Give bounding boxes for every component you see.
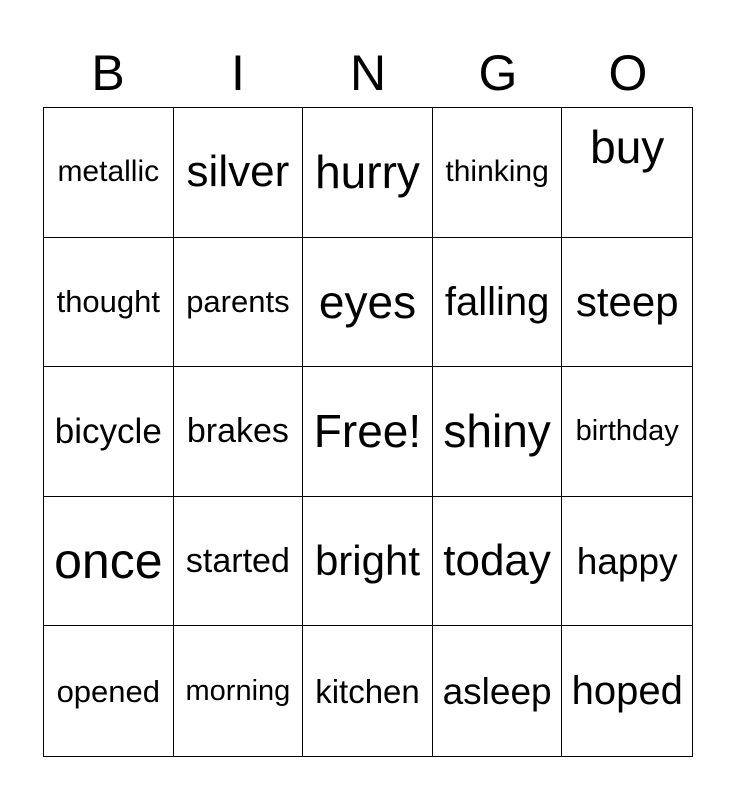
bingo-cell: asleep <box>433 626 563 756</box>
bingo-cell: parents <box>174 238 304 368</box>
bingo-cell: eyes <box>303 238 433 368</box>
header-letter-b: B <box>91 45 125 101</box>
bingo-cell: silver <box>174 108 304 238</box>
bingo-cell: hoped <box>571 669 683 714</box>
bingo-cell: metallic <box>44 108 174 238</box>
bingo-cell: birthday <box>562 367 692 497</box>
bingo-cell: falling <box>433 238 563 368</box>
bingo-cell: happy <box>562 497 692 627</box>
bingo-cell: shiny <box>433 367 563 497</box>
header-letter-o: O <box>608 45 648 101</box>
header-letter-g: G <box>478 45 518 101</box>
header-letter-n: N <box>349 45 387 101</box>
bingo-cell: started <box>174 497 304 627</box>
bingo-cell: bright <box>303 497 433 627</box>
bingo-cell: steep <box>562 238 692 368</box>
bingo-header <box>43 40 693 106</box>
bingo-cell: kitchen <box>303 626 433 756</box>
bingo-cell: thought <box>44 238 174 368</box>
bingo-cell: opened <box>44 626 174 756</box>
bingo-cell: thinking <box>433 108 563 238</box>
bingo-board <box>43 107 693 757</box>
bingo-cell: buy <box>562 108 692 238</box>
bingo-cell: morning <box>174 626 304 756</box>
bingo-cell: Free! <box>303 367 433 497</box>
header-letter-i: I <box>231 45 245 101</box>
bingo-cell: bicycle <box>44 367 174 497</box>
bingo-cell: once <box>44 497 174 627</box>
bingo-cell: brakes <box>174 367 304 497</box>
bingo-cell: hurry <box>303 108 433 238</box>
bingo-cell: today <box>433 497 563 627</box>
